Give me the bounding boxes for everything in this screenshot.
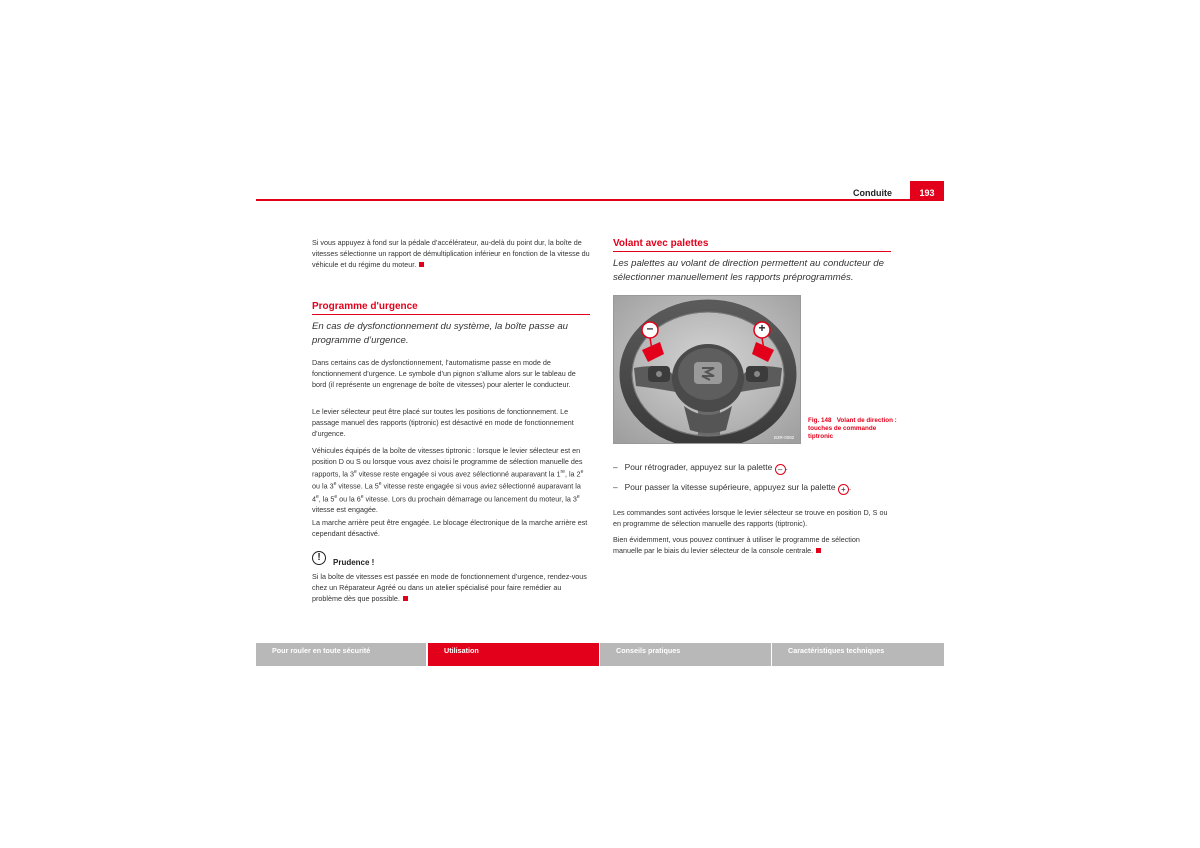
tab-safety[interactable]: Pour rouler en toute sécurité	[256, 643, 426, 666]
plus-callout: +	[758, 321, 766, 335]
figure-code: B3R-0082	[774, 435, 795, 440]
steering-wheel-icon	[614, 296, 801, 444]
tab-technical-specs[interactable]: Caractéristiques techniques	[772, 643, 944, 666]
tab-usage[interactable]: Utilisation	[428, 643, 599, 666]
steering-wheel-figure	[613, 295, 801, 444]
paragraph: La marche arrière peut être engagée. Le blocage électronique de la marche arrière est cependant désactivé.	[312, 518, 588, 538]
section-heading-paddles: Volant avec palettes	[613, 238, 891, 252]
paragraph: Bien évidemment, vous pouvez continuer à utiliser le programme de sélection manuelle par le biais du levier sélecteur de la console centrale.	[613, 535, 860, 555]
paragraph: Les commandes sont activées lorsque le levier sélecteur se trouve en position D, S ou en programme de sélection manuelle des rapports (tiptronic).	[613, 508, 888, 528]
section-intro-emergency: En cas de dysfonctionnement du système, la boîte passe au programme d’urgence.	[312, 321, 568, 346]
list-item: – Pour passer la vitesse supérieure, appuyez sur la palette + .	[613, 482, 852, 494]
exclamation-icon: !	[312, 551, 326, 565]
header-rule	[256, 199, 910, 201]
plus-paddle-icon: +	[838, 484, 849, 495]
section-title: Conduite	[853, 188, 892, 198]
warning-text: Si la boîte de vitesses est passée en mode de fonctionnement d’urgence, rendez-vous chez un Réparateur Agréé ou dans un atelier spécialisé pour faire remédier au problème dès que possible.	[312, 572, 587, 603]
end-mark-icon	[419, 262, 424, 267]
intro-paragraph: Si vous appuyez à fond sur la pédale d’accélérateur, au-delà du point dur, la boîte de vitesses sélectionne un rapport de démultiplication inférieur en fonction de la vitesse du véhicule et du régime du moteur.	[312, 238, 590, 269]
paragraph: Le levier sélecteur peut être placé sur toutes les positions de fonctionnement. Le passage manuel des rapports (tiptronic) est désactivé en mode de fonctionnement d’urgence.	[312, 407, 574, 438]
warning-title: Prudence !	[333, 558, 375, 567]
minus-callout: –	[646, 321, 654, 335]
end-mark-icon	[816, 548, 821, 553]
paragraph: Dans certains cas de dysfonctionnement, l’automatisme passe en mode de fonctionnement d’urgence. Le symbole d’un pignon s’allume alors sur le tableau de bord (il représente un engrenage de boîte de vitesses) pour alerter le conducteur.	[312, 358, 576, 389]
end-mark-icon	[403, 596, 408, 601]
section-intro-paddles: Les palettes au volant de direction permettent au conducteur de sélectionner manuellement les rapports préprogrammés.	[613, 258, 884, 283]
section-heading-emergency: Programme d'urgence	[312, 301, 590, 315]
figure-caption: Fig. 148 Volant de direction : touches de commande tiptronic	[808, 417, 897, 441]
tab-practical-tips[interactable]: Conseils pratiques	[600, 643, 771, 666]
minus-paddle-icon: –	[775, 464, 786, 475]
paragraph-tiptronic: Véhicules équipés de la boîte de vitesses tiptronic : lorsque le levier sélecteur est en position D ou S ou lorsque vous avez choisi le programme de sélection manuelle des rapports, la 3e vitesse reste engagée si vous avez sélectionné auparavant la 1re, la 2e ou la 3e vitesse. La 5e vitesse reste engagée si vous aviez sélectionné auparavant la 4e, la 5e ou la 6e vitesse. Lors du prochain démarrage ou lancement du moteur, la 3e vitesse est engagée.	[312, 446, 584, 515]
page-number: 193	[910, 181, 944, 201]
list-item: – Pour rétrograder, appuyez sur la palette – .	[613, 462, 788, 474]
